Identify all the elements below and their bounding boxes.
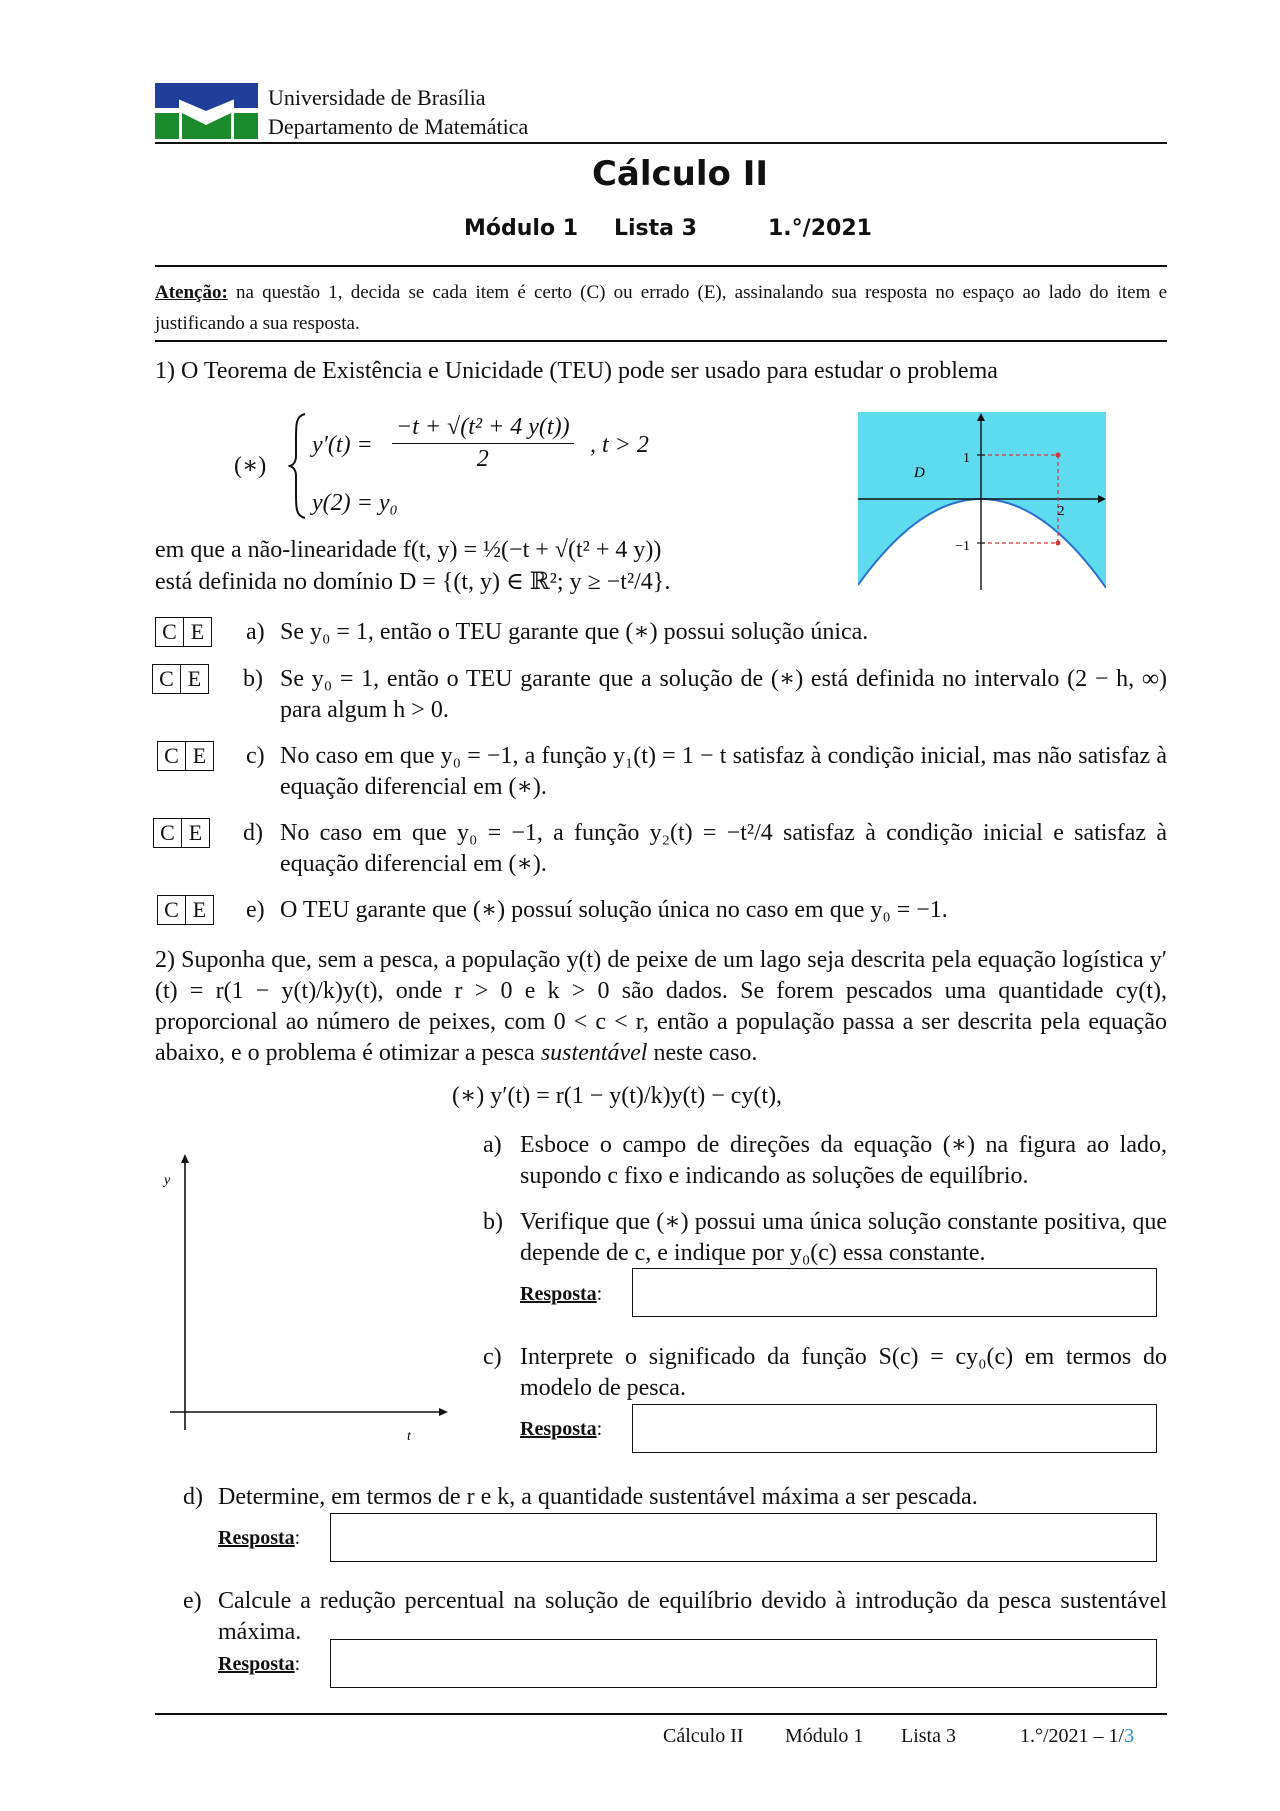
q2-intro-b: neste caso. bbox=[653, 1040, 758, 1066]
footer-course: Cálculo II bbox=[663, 1725, 744, 1747]
attention-top-rule bbox=[155, 265, 1167, 267]
answer-input-c[interactable] bbox=[632, 1404, 1157, 1453]
q2-item-b-text: Verifique que (∗) possui uma única solução constante positiva, que depende de c, e indique por y₀(c) essa constante. bbox=[520, 1209, 1167, 1266]
q2-item-e-text: Calcule a redução percentual na solução de equilíbrio devido à introdução da pesca sustentável máxima. bbox=[218, 1588, 1167, 1645]
q1-item-e-text: O TEU garante que (∗) possuí solução única no caso em que y₀ = −1. bbox=[280, 897, 948, 923]
answer-colon-c: : bbox=[596, 1418, 603, 1440]
point-2-m1 bbox=[1056, 541, 1061, 546]
answer-label-b-text: Resposta bbox=[520, 1283, 597, 1305]
ce-box-b[interactable] bbox=[152, 664, 209, 694]
eq1-numerator: −t + √(t² + 4 y(t)) bbox=[392, 412, 574, 444]
eq1-lhs: y′(t) = bbox=[312, 432, 373, 458]
attention-text: na questão 1, decida se cada item é certo (C) ou errado (E), assinalando sua resposta no espaço ao lado do item e justificando a sua resposta. bbox=[155, 282, 1167, 334]
sketch-y-arrow-icon bbox=[181, 1154, 189, 1163]
q1-item-a-label: a) bbox=[246, 619, 265, 645]
q1-item-a-text: Se y₀ = 1, então o TEU garante que (∗) possui solução única. bbox=[280, 619, 869, 645]
attention-label: Atenção: bbox=[155, 282, 228, 303]
eq1-condition: , t > 2 bbox=[590, 432, 649, 458]
sketch-label-t: t bbox=[407, 1429, 411, 1440]
answer-label-e bbox=[218, 1653, 300, 1676]
q2-item-c-label: c) bbox=[483, 1344, 502, 1370]
q2-item-a-label: a) bbox=[483, 1132, 502, 1158]
q1-nonlinearity: em que a não-linearidade f(t, y) = ½(−t + √(t² + 4 y)) bbox=[155, 537, 662, 563]
q2-item-c-text: Interprete o significado da função S(c) = cy₀(c) em termos do modelo de pesca. bbox=[520, 1344, 1167, 1401]
ce-e-b[interactable]: E bbox=[187, 666, 202, 691]
ce-box-e[interactable] bbox=[157, 895, 214, 925]
ce-e-e[interactable]: E bbox=[192, 897, 207, 922]
ce-c-c[interactable]: C bbox=[158, 742, 186, 770]
label-2: 2 bbox=[1057, 504, 1065, 519]
answer-input-e[interactable] bbox=[330, 1639, 1157, 1688]
sketch-label-y: y bbox=[164, 1173, 171, 1188]
q2-item-d-text: Determine, em termos de r e k, a quantidade sustentável máxima a ser pescada. bbox=[218, 1484, 978, 1510]
point-2-1 bbox=[1056, 453, 1061, 458]
ce-e-a[interactable]: E bbox=[190, 619, 205, 644]
q1-item-c-label: c) bbox=[246, 743, 265, 769]
q2-item-d-label: d) bbox=[183, 1484, 203, 1510]
q2-item-b-label: b) bbox=[483, 1209, 503, 1235]
page-title: Cálculo II bbox=[591, 154, 769, 194]
answer-colon-b: : bbox=[596, 1283, 603, 1305]
unb-logo bbox=[155, 83, 258, 139]
ce-box-a[interactable] bbox=[155, 617, 212, 647]
label-1: 1 bbox=[963, 451, 970, 466]
q1-item-d-text: No caso em que y₀ = −1, a função y₂(t) = −t²/4 satisfaz à condição inicial e satisfaz à equação diferencial em (∗). bbox=[280, 820, 1167, 877]
q2-equation: (∗) y′(t) = r(1 − y(t)/k)y(t) − cy(t), bbox=[452, 1083, 783, 1109]
eq2: y(2) = y₀ bbox=[312, 490, 398, 516]
label-m1: −1 bbox=[955, 539, 970, 554]
answer-input-b[interactable] bbox=[632, 1268, 1157, 1317]
q1-item-e-label: e) bbox=[246, 897, 265, 923]
ce-c-b[interactable]: C bbox=[153, 665, 181, 693]
answer-label-c-text: Resposta bbox=[520, 1418, 597, 1440]
q2-item-e-label: e) bbox=[183, 1588, 202, 1614]
answer-label-e-text: Resposta bbox=[218, 1653, 295, 1675]
ce-box-d[interactable] bbox=[153, 818, 210, 848]
answer-input-d[interactable] bbox=[330, 1513, 1157, 1562]
answer-colon-e: : bbox=[294, 1653, 301, 1675]
q2-intro-a: 2) Suponha que, sem a pesca, a população y(t) de peixe de um lago seja descrita pela equação logística y′(t) = r(1 − y(t)/k)y(t), onde r > 0 e k > 0 são dados. Se forem pescados uma quantidade cy(t), proporcional ao número de peixes, com 0 < c < r, então a população passa a ser descrita pela equação abaixo, e o problema é otimizar a pesca bbox=[155, 947, 1167, 1066]
answer-label-b bbox=[520, 1283, 602, 1306]
q1-item-d-label: d) bbox=[243, 820, 263, 846]
footer-page-prefix: 1.°/2021 – 1/ bbox=[1020, 1725, 1125, 1747]
footer-rule bbox=[155, 1713, 1167, 1715]
footer-page-total-link[interactable]: 3 bbox=[1124, 1725, 1135, 1747]
q1-item-c-text: No caso em que y₀ = −1, a função y₁(t) = 1 − t satisfaz à condição inicial, mas não satisfaz à equação diferencial em (∗). bbox=[280, 743, 1167, 800]
q1-item-b-text: Se y₀ = 1, então o TEU garante que a solução de (∗) está definida no intervalo (2 − h, ∞) para algum h > 0. bbox=[280, 666, 1167, 723]
modulo-label: Módulo 1 bbox=[464, 216, 579, 241]
ce-e-d[interactable]: E bbox=[188, 820, 203, 845]
q2-intro-emph: sustentável bbox=[540, 1040, 648, 1066]
answer-label-c bbox=[520, 1418, 602, 1441]
q1-item-b-label: b) bbox=[243, 666, 263, 692]
q1-star: (∗) bbox=[234, 453, 267, 479]
attention-bottom-rule bbox=[155, 340, 1167, 342]
university-name: Universidade de Brasília bbox=[268, 85, 486, 110]
q1-domain: está definida no domínio D = {(t, y) ∈ ℝ²; y ≥ −t²/4}. bbox=[155, 569, 671, 595]
answer-label-d-text: Resposta bbox=[218, 1527, 295, 1549]
ce-c-e[interactable]: C bbox=[158, 896, 186, 924]
ce-e-c[interactable]: E bbox=[192, 743, 207, 768]
department-name: Departamento de Matemática bbox=[268, 114, 529, 139]
region-label-d: D bbox=[914, 465, 925, 481]
header-rule bbox=[155, 142, 1167, 144]
answer-label-d bbox=[218, 1527, 300, 1550]
q2-item-a-text: Esboce o campo de direções da equação (∗) na figura ao lado, supondo c fixo e indicando as soluções de equilíbrio. bbox=[520, 1132, 1167, 1189]
system-brace bbox=[288, 412, 308, 520]
answer-colon-d: : bbox=[294, 1527, 301, 1549]
q2-intro bbox=[155, 945, 1167, 1069]
ce-c-a[interactable]: C bbox=[156, 618, 184, 646]
ce-box-c[interactable] bbox=[157, 741, 214, 771]
semester-label: 1.°/2021 bbox=[768, 216, 872, 241]
footer-modulo: Módulo 1 bbox=[785, 1725, 864, 1747]
ce-c-d[interactable]: C bbox=[154, 819, 182, 847]
eq1-denominator: 2 bbox=[476, 446, 489, 472]
eq1-fraction bbox=[392, 412, 574, 475]
direction-field-axes[interactable] bbox=[150, 1150, 450, 1440]
lista-label: Lista 3 bbox=[614, 216, 697, 241]
footer-lista: Lista 3 bbox=[901, 1725, 956, 1747]
domain-graph bbox=[858, 412, 1106, 590]
q1-intro: 1) O Teorema de Existência e Unicidade (TEU) pode ser usado para estudar o problema bbox=[155, 358, 998, 384]
attention-block bbox=[155, 277, 1167, 339]
sketch-t-arrow-icon bbox=[439, 1408, 448, 1416]
footer-page bbox=[1020, 1725, 1134, 1748]
